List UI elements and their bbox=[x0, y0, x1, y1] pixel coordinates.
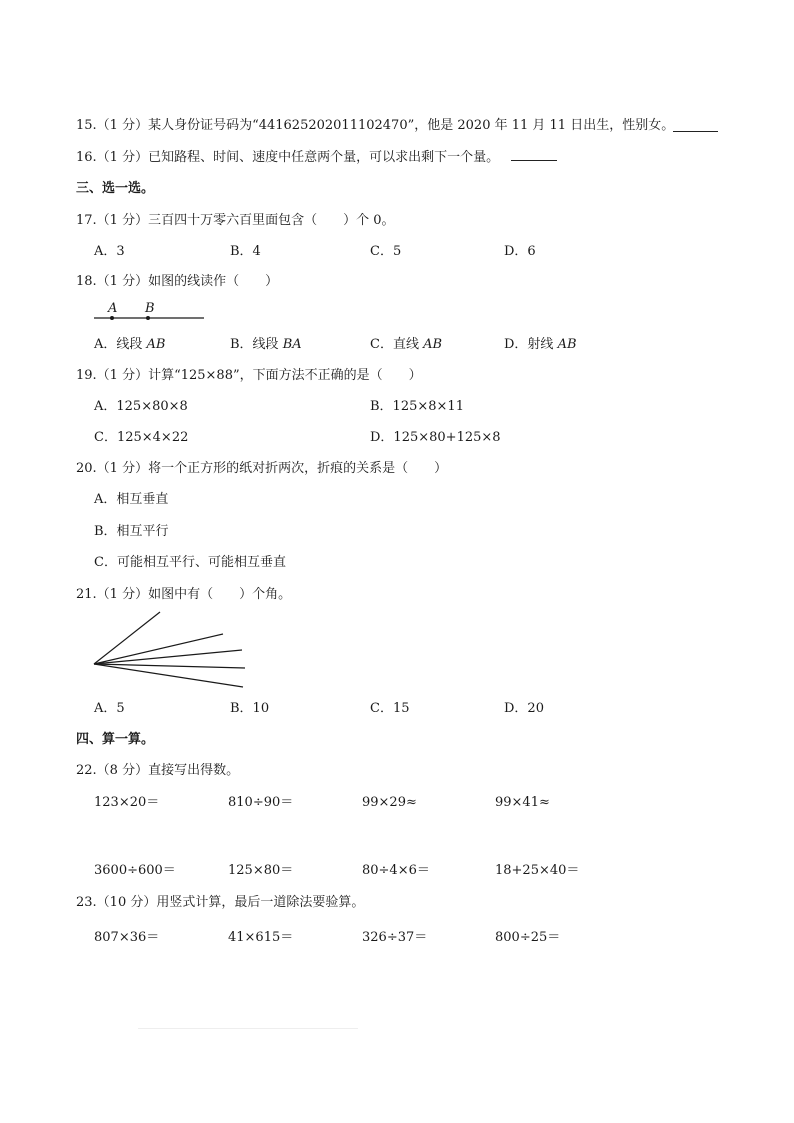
answer-blank-16[interactable] bbox=[511, 148, 557, 161]
q18-option-c-prefix: C．直线 bbox=[370, 337, 424, 352]
point-a-label: A bbox=[108, 301, 118, 316]
answer-blank-15[interactable] bbox=[673, 119, 718, 132]
q19-option-d[interactable]: D．125×80+125×8 bbox=[370, 430, 501, 445]
q18-option-d[interactable] bbox=[504, 336, 577, 354]
q21-option-d[interactable]: D．20 bbox=[504, 701, 544, 716]
q23-item-3: 326÷37＝ bbox=[362, 930, 428, 945]
question-23-stem: 23.（10 分）用竖式计算，最后一道除法要验算。 bbox=[76, 895, 365, 910]
question-15-text: 15.（1 分）某人身份证号码为“441625202011102470”，他是 2020 年 11 月 11 日出生，性别女。 bbox=[76, 118, 675, 133]
point-b-label: B bbox=[145, 301, 155, 316]
question-18-stem: 18.（1 分）如图的线读作（ ） bbox=[76, 274, 279, 289]
line-segment-figure bbox=[90, 300, 210, 326]
q19-option-c[interactable]: C．125×4×22 bbox=[94, 430, 189, 445]
question-20-stem: 20.（1 分）将一个正方形的纸对折两次，折痕的关系是（ ） bbox=[76, 461, 448, 476]
point-b-dot bbox=[146, 316, 150, 320]
q22-item-5: 3600÷600＝ bbox=[94, 863, 176, 878]
q22-item-1: 123×20＝ bbox=[94, 795, 160, 810]
q20-option-b[interactable]: B．相互平行 bbox=[94, 524, 169, 539]
point-a-dot bbox=[110, 316, 114, 320]
question-16 bbox=[76, 148, 557, 167]
q22-item-3: 99×29≈ bbox=[362, 795, 417, 810]
q17-option-b[interactable]: B．4 bbox=[230, 244, 261, 259]
q17-option-a[interactable]: A．3 bbox=[94, 244, 125, 259]
q18-option-d-name: AB bbox=[557, 337, 577, 352]
q21-option-a[interactable]: A．5 bbox=[94, 701, 125, 716]
q21-option-b[interactable]: B．10 bbox=[230, 701, 270, 716]
q23-item-1: 807×36＝ bbox=[94, 930, 160, 945]
q20-option-c[interactable]: C．可能相互平行、可能相互垂直 bbox=[94, 555, 286, 570]
ray-3 bbox=[94, 650, 242, 664]
q22-item-2: 810÷90＝ bbox=[228, 795, 294, 810]
question-15 bbox=[76, 117, 674, 135]
q23-item-4: 800÷25＝ bbox=[495, 930, 561, 945]
section-heading-3: 三、选一选。 bbox=[76, 181, 155, 196]
q18-option-c-name: AB bbox=[423, 337, 443, 352]
question-17-stem: 17.（1 分）三百四十万零六百里面包含（ ）个 0。 bbox=[76, 213, 395, 228]
q22-item-7: 80÷4×6＝ bbox=[362, 863, 430, 878]
q22-item-4: 99×41≈ bbox=[495, 795, 550, 810]
question-22-stem: 22.（8 分）直接写出得数。 bbox=[76, 763, 240, 778]
q19-option-a[interactable]: A．125×80×8 bbox=[94, 399, 188, 414]
q23-item-2: 41×615＝ bbox=[228, 930, 294, 945]
angles-figure bbox=[90, 608, 250, 692]
q19-option-b[interactable]: B．125×8×11 bbox=[370, 399, 464, 414]
page-divider bbox=[138, 1028, 358, 1029]
question-21-stem: 21.（1 分）如图中有（ ）个角。 bbox=[76, 587, 292, 602]
question-19-stem: 19.（1 分）计算“125×88”，下面方法不正确的是（ ） bbox=[76, 368, 422, 383]
q18-option-b-name: BA bbox=[282, 337, 302, 352]
q18-option-d-prefix: D．射线 bbox=[504, 337, 558, 352]
q22-item-8: 18+25×40＝ bbox=[495, 863, 580, 878]
q18-option-a-name: AB bbox=[146, 337, 166, 352]
q18-option-a-prefix: A．线段 bbox=[94, 337, 147, 352]
section-heading-4: 四、算一算。 bbox=[76, 732, 155, 747]
q18-option-b[interactable] bbox=[230, 336, 302, 354]
q21-option-c[interactable]: C．15 bbox=[370, 701, 410, 716]
q18-option-c[interactable] bbox=[370, 336, 442, 354]
q17-option-c[interactable]: C．5 bbox=[370, 244, 402, 259]
q18-option-a[interactable] bbox=[94, 336, 165, 354]
q18-option-b-prefix: B．线段 bbox=[230, 337, 283, 352]
q22-item-6: 125×80＝ bbox=[228, 863, 294, 878]
q20-option-a[interactable]: A．相互垂直 bbox=[94, 492, 169, 507]
question-16-text: 16.（1 分）已知路程、时间、速度中任意两个量，可以求出剩下一个量。 bbox=[76, 150, 500, 165]
q17-option-d[interactable]: D．6 bbox=[504, 244, 536, 259]
